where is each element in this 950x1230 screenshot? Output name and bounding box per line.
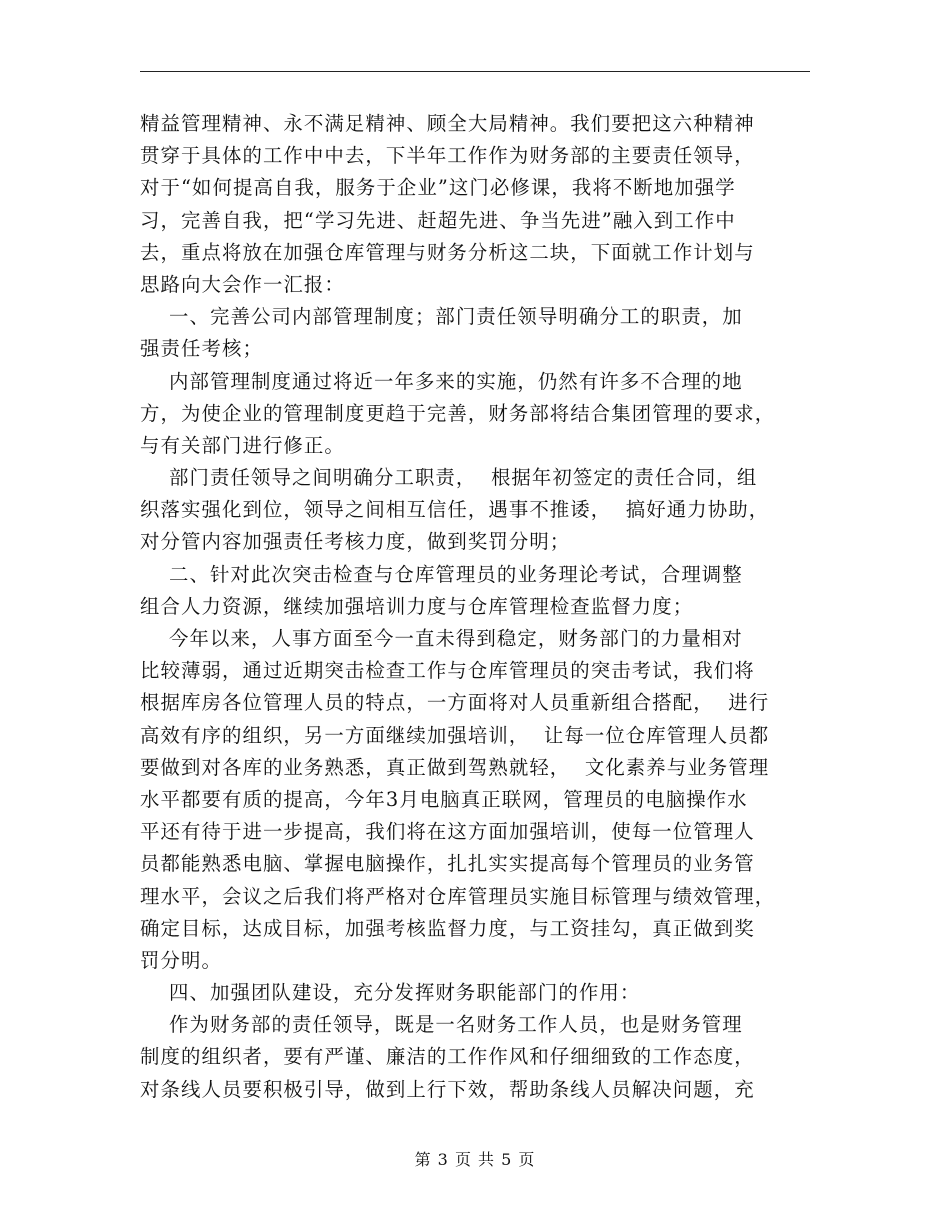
text-line: 比较薄弱，通过近期突击检查工作与仓库管理员的突击考试，我们将: [140, 659, 755, 683]
text-line: 对于“如何提高自我，服务于企业”这门必修课，我将不断地加强学: [140, 176, 736, 200]
text-line: 制度的组织者，要有严谨、廉洁的工作作风和仔细细致的工作态度，: [140, 1045, 755, 1069]
document-body: [140, 108, 810, 1106]
heading-line: 组合人力资源，继续加强培训力度与仓库管理检查监督力度；: [140, 594, 694, 618]
heading-line: 一、完善公司内部管理制度；部门责任领导明确分工的职责，加: [140, 305, 743, 329]
text-line: 要做到对各库的业务熟悉，真正做到驾熟就轻， 文化素养与业务管理: [140, 755, 770, 779]
text-line: 方，为使企业的管理制度更趋于完善，财务部将结合集团管理的要求，: [140, 401, 776, 425]
text-line: 对条线人员要积极引导，做到上行下效，帮助条线人员解决问题，充: [140, 1077, 755, 1101]
text-line: 水平都要有质的提高，今年3月电脑真正联网，管理员的电脑操作水: [140, 787, 748, 811]
text-line: 思路向大会作一汇报：: [140, 272, 345, 296]
text-line: 根据库房各位管理人员的特点，一方面将对人员重新组合搭配， 进行: [140, 691, 770, 715]
text-line: 罚分明。: [140, 948, 222, 972]
heading-line: 强责任考核；: [140, 337, 263, 361]
text-line: 高效有序的组织，另一方面继续加强培训， 让每一位仓库管理人员都: [140, 723, 770, 747]
text-line: 贯穿于具体的工作中中去，下半年工作作为财务部的主要责任领导，: [140, 144, 755, 168]
text-line: 织落实强化到位，领导之间相互信任，遇事不推诿， 搞好通力协助，: [140, 498, 770, 522]
text-line: 确定目标，达成目标，加强考核监督力度，与工资挂勾，真正做到奖: [140, 916, 755, 940]
heading-line: 二、针对此次突击检查与仓库管理员的业务理论考试，合理调整: [140, 562, 743, 586]
text-line: 平还有待于进一步提高，我们将在这方面加强培训，使每一位管理人: [140, 820, 755, 844]
text-line: 部门责任领导之间明确分工职责， 根据年初签定的责任合同，组: [140, 466, 758, 490]
text-line: 精益管理精神、永不满足精神、顾全大局精神。我们要把这六种精神: [140, 112, 755, 135]
text-line: 理水平，会议之后我们将严格对仓库管理员实施目标管理与绩效管理，: [140, 884, 776, 908]
text-line: 作为财务部的责任领导，既是一名财务工作人员，也是财务管理: [140, 1013, 743, 1037]
text-line: 去，重点将放在加强仓库管理与财务分析这二块，下面就工作计划与: [140, 240, 755, 264]
text-line: 习，完善自我，把“学习先进、赶超先进、争当先进”融入到工作中: [140, 208, 736, 232]
text-line: 员都能熟悉电脑、掌握电脑操作，扎扎实实提高每个管理员的业务管: [140, 852, 755, 876]
text-line: 内部管理制度通过将近一年多来的实施，仍然有许多不合理的地: [140, 369, 743, 393]
text-line: 今年以来，人事方面至今一直未得到稳定，财务部门的力量相对: [140, 627, 743, 650]
text-line: 与有关部门进行修正。: [140, 433, 345, 457]
text-line: 对分管内容加强责任考核力度，做到奖罚分明；: [140, 530, 571, 554]
heading-line: 四、加强团队建设，充分发挥财务职能部门的作用：: [140, 981, 641, 1005]
page-number-footer: 第 3 页 共 5 页: [414, 1150, 536, 1169]
header-rule: [140, 71, 810, 72]
